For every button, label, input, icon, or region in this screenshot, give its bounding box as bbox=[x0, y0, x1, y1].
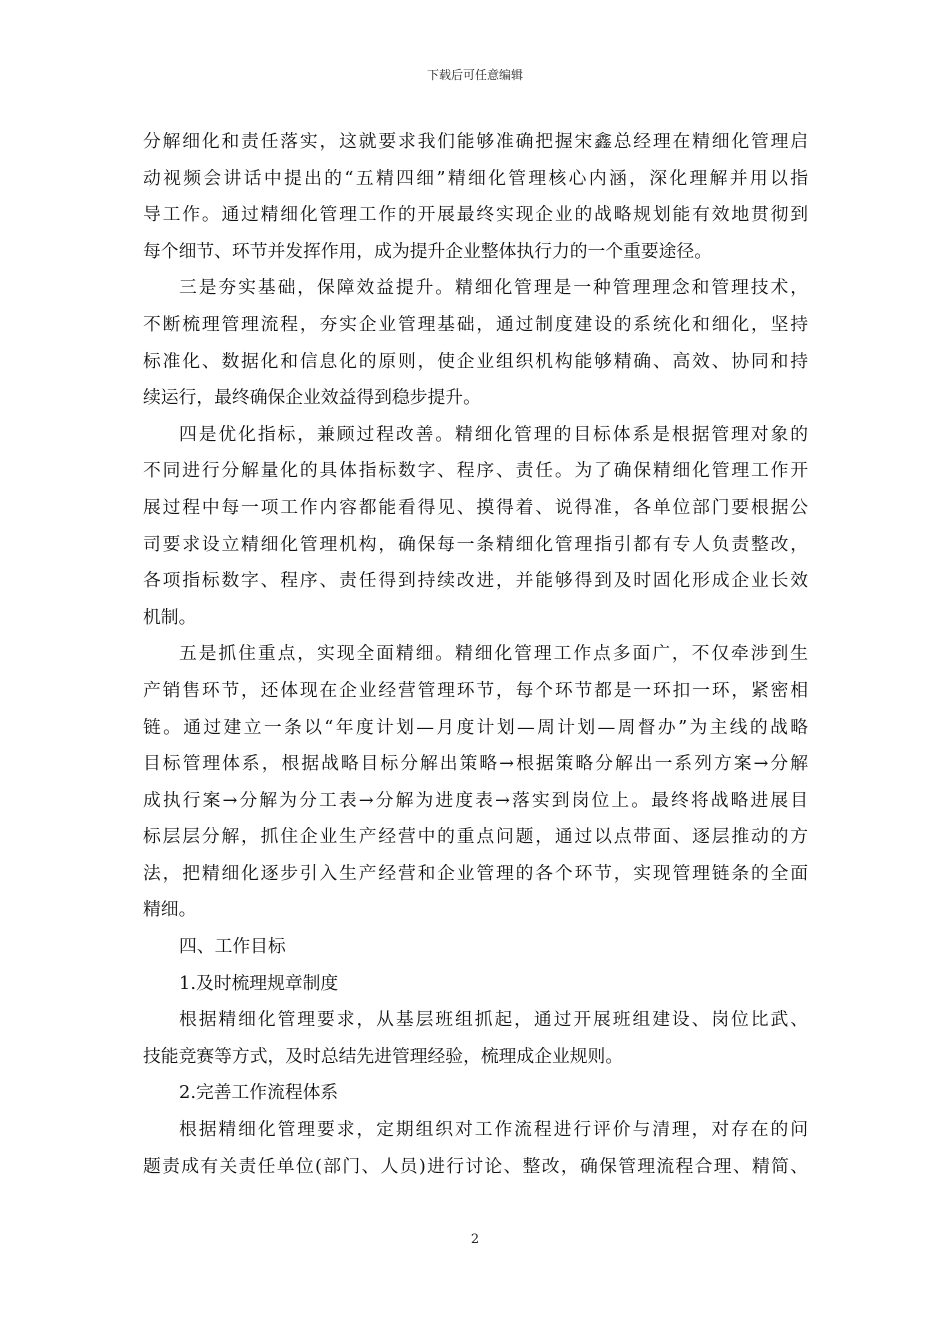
text-line: 1.及时梳理规章制度 bbox=[179, 972, 339, 994]
text-line: 根据精细化管理要求，定期组织对工作流程进行评价与清理，对存在的问 bbox=[179, 1119, 808, 1141]
text-line: 成执行案→分解为分工表→分解为进度表→落实到岗位上。最终将战略进展目 bbox=[143, 789, 808, 811]
text-line: 题责成有关责任单位(部门、人员)进行讨论、整改，确保管理流程合理、精简、 bbox=[143, 1155, 808, 1177]
text-line: 标层层分解，抓住企业生产经营中的重点问题，通过以点带面、逐层推动的方 bbox=[143, 826, 808, 848]
text-line: 每个细节、环节并发挥作用，成为提升企业整体执行力的一个重要途径。 bbox=[143, 240, 713, 262]
text-line: 续运行，最终确保企业效益得到稳步提升。 bbox=[143, 387, 481, 409]
text-line: 标准化、数据化和信息化的原则，使企业组织机构能够精确、高效、协同和持 bbox=[143, 350, 808, 372]
text-line: 法，把精细化逐步引入生产经营和企业管理的各个环节，实现管理链条的全面 bbox=[143, 862, 808, 884]
text-line: 四是优化指标，兼顾过程改善。精细化管理的目标体系是根据管理对象的 bbox=[179, 423, 808, 445]
page-header: 下载后可任意编辑 bbox=[426, 68, 523, 82]
text-line: 展过程中每一项工作内容都能看得见、摸得着、说得准，各单位部门要根据公 bbox=[143, 496, 808, 518]
text-line: 链。通过建立一条以“年度计划—月度计划—周计划—周督办”为主线的战略 bbox=[143, 716, 808, 738]
text-line: 动视频会讲话中提出的“五精四细”精细化管理核心内涵，深化理解并用以指 bbox=[143, 167, 808, 189]
text-line: 不同进行分解量化的具体指标数字、程序、责任。为了确保精细化管理工作开 bbox=[143, 460, 808, 482]
text-line: 2.完善工作流程体系 bbox=[179, 1082, 339, 1104]
text-line: 四、工作目标 bbox=[179, 936, 286, 958]
text-line: 根据精细化管理要求，从基层班组抓起，通过开展班组建设、岗位比武、 bbox=[179, 1009, 808, 1031]
text-line: 三是夯实基础，保障效益提升。精细化管理是一种管理理念和管理技术， bbox=[179, 277, 808, 299]
text-line: 技能竞赛等方式，及时总结先进管理经验，梳理成企业规则。 bbox=[143, 1045, 624, 1067]
page-number: 2 bbox=[470, 1232, 480, 1247]
text-line: 不断梳理管理流程，夯实企业管理基础，通过制度建设的系统化和细化，坚持 bbox=[143, 313, 808, 335]
text-line: 分解细化和责任落实，这就要求我们能够准确把握宋鑫总经理在精细化管理启 bbox=[143, 131, 808, 152]
text-line: 司要求设立精细化管理机构，确保每一条精细化管理指引都有专人负责整改， bbox=[143, 533, 808, 555]
text-line: 五是抓住重点，实现全面精细。精细化管理工作点多面广，不仅牵涉到生 bbox=[179, 643, 808, 665]
document-body bbox=[143, 124, 808, 1185]
text-line: 产销售环节，还体现在企业经营管理环节，每个环节都是一环扣一环，紧密相 bbox=[143, 679, 808, 701]
text-line: 各项指标数字、程序、责任得到持续改进，并能够得到及时固化形成企业长效 bbox=[143, 570, 808, 592]
text-line: 目标管理体系，根据战略目标分解出策略→根据策略分解出一系列方案→分解 bbox=[143, 753, 808, 775]
text-line: 导工作。通过精细化管理工作的开展最终实现企业的战略规划能有效地贯彻到 bbox=[143, 204, 808, 226]
text-line: 机制。 bbox=[143, 606, 197, 628]
text-line: 精细。 bbox=[143, 899, 197, 921]
